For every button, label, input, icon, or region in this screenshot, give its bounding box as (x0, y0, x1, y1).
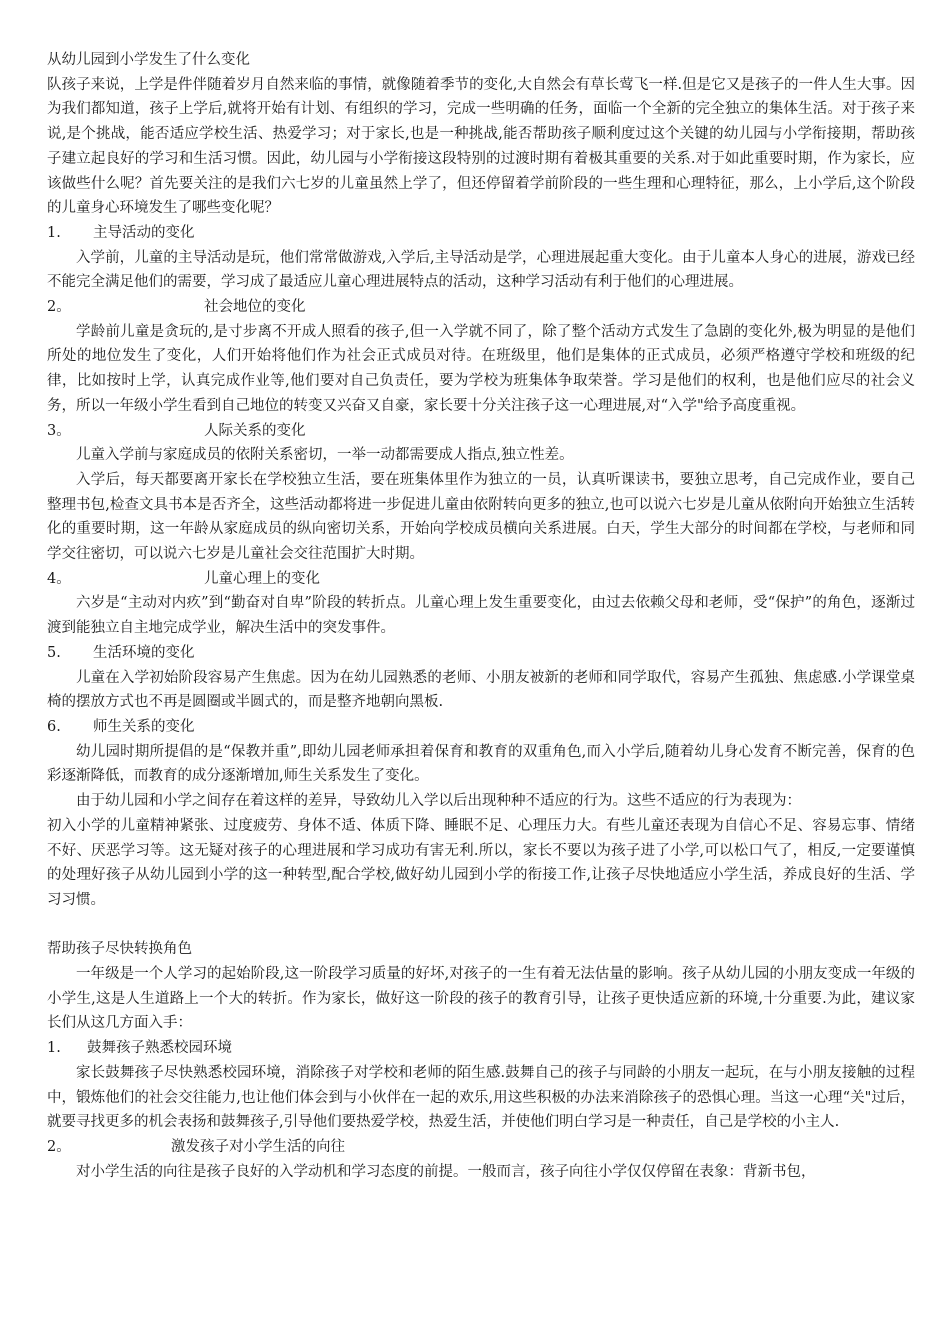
section-6-heading (47, 715, 915, 740)
section-title: 生活环境的变化 (93, 644, 195, 661)
document-title: 从幼儿园到小学发生了什么变化 (47, 52, 250, 68)
document-page (47, 48, 915, 1184)
part-2-intro: 一年级是一个人学习的起始阶段,这一阶段学习质量的好坏,对孩子的一生有着无法估量的影响。孩子从幼儿园的小朋友变成一年级的小学生,这是人生道路上一个大的转折。作为家长，做好这一阶段的孩子的教育引导，让孩子更快适应新的环境,十分重要.为此，建议家长们从这几方面入手： (47, 966, 915, 1032)
section-1-paragraph: 入学前，儿童的主导活动是玩，他们常常做游戏,入学后,主导活动是学，心理进展起重大变化。由于儿童本人身心的进展，游戏已经不能完全满足他们的需要，学习成了最适应儿童心理进展特点的活动，这种学习活动有利于他们的心理进展。 (47, 249, 915, 291)
section-number: 5. (47, 644, 61, 661)
section-title: 儿童心理上的变化 (204, 570, 320, 587)
section-number: 1. (47, 224, 61, 241)
section-number: 2。 (47, 299, 71, 316)
section-5-paragraph: 儿童在入学初始阶段容易产生焦虑。因为在幼儿园熟悉的老师、小朋友被新的老师和同学取代，容易产生孤独、焦虑感.小学课堂桌椅的摆放方式也不再是圆圈或半圆式的，而是整齐地朝向黑板. (47, 669, 915, 711)
section-number: 3。 (47, 422, 71, 439)
section-1-heading (47, 221, 915, 246)
tip-number: 1. (47, 1040, 61, 1057)
tip-title: 激发孩子对小学生活的向往 (171, 1138, 345, 1155)
section-6-paragraph-1: 幼儿园时期所提倡的是“保教并重”,即幼儿园老师承担着保育和教育的双重角色,而入小学后,随着幼儿身心发育不断完善，保育的色彩逐渐降低，而教育的成分逐渐增加,师生关系发生了变化。 (47, 743, 915, 785)
section-6-paragraph-2: 由于幼儿园和小学之间存在着这样的差异，导致幼儿入学以后出现种种不适应的行为。这些不适应的行为表现为： (76, 793, 801, 810)
section-4-paragraph: 六岁是“主动对内疚”到“勤奋对自卑”阶段的转折点。儿童心理上发生重要变化，由过去依赖父母和老师，受“保护”的角色，逐渐过渡到能独立自主地完成学业，解决生活中的突发事件。 (47, 595, 915, 637)
tip-1-paragraph: 家长鼓舞孩子尽快熟悉校园环境，消除孩子对学校和老师的陌生感.鼓舞自己的孩子与同龄的小朋友一起玩，在与小朋友接触的过程中，锻炼他们的社会交往能力,也让他们体会到与小伙伴在一起的欢乐,用这些积极的办法来消除孩子的恐惧心理。当这一心理“关"过后，就要寻找更多的机会表扬和鼓舞孩子,引导他们要热爱学校，热爱生活，并使他们明白学习是一种责任，自己是学校的小主人. (47, 1064, 915, 1131)
part-2-title: 帮助孩子尽快转换角色 (47, 941, 192, 958)
section-title: 社会地位的变化 (204, 299, 306, 316)
section-title: 主导活动的变化 (93, 224, 195, 241)
section-3-paragraph-1: 儿童入学前与家庭成员的依附关系密切，一举一动都需要成人指点,独立性差。 (76, 447, 574, 464)
section-title: 师生关系的变化 (93, 718, 195, 735)
tip-number: 2。 (47, 1138, 71, 1155)
section-6-paragraph-3: 初入小学的儿童精神紧张、过度疲劳、身体不适、体质下降、睡眠不足、心理压力大。有些儿童还表现为自信心不足、容易忘事、情绪不好、厌恶学习等。这无疑对孩子的心理进展和学习成功有害无利.所以，家长不要以为孩子进了小学,可以松口气了，相反,一定要谨慎的处理好孩子从幼儿园到小学的这一种转型,配合学校,做好幼儿园到小学的衔接工作,让孩子尽快地适应小学生活，养成良好的生活、学习习惯。 (47, 817, 915, 908)
intro-paragraph: 队孩子来说，上学是件伴随着岁月自然来临的事情，就像随着季节的变化,大自然会有草长莺飞一样.但是它又是孩子的一件人生大事。因为我们都知道，孩子上学后,就将开始有计划、有组织的学习，完成一些明确的任务，面临一个全新的完全独立的集体生活。对于孩子来说,是个挑战，能否适应学校生活、热爱学习；对于家长,也是一种挑战,能否帮助孩子顺利度过这个关键的幼儿园与小学衔接期，帮助孩子建立起良好的学习和生活习惯。因此，幼儿园与小学衔接这段特别的过渡时期有着极其重要的关系.对于如此重要时期，作为家长，应该做些什么呢？首先要关注的是我们六七岁的儿童虽然上学了，但还停留着学前阶段的一些生理和心理特征，那么，上小学后,这个阶段的儿童身心环境发生了哪些变化呢？ (47, 76, 915, 217)
section-number: 4。 (47, 570, 71, 587)
tip-1-heading (47, 1036, 915, 1061)
section-title: 人际关系的变化 (204, 422, 306, 439)
tip-2-heading (47, 1135, 915, 1160)
section-5-heading (47, 641, 915, 666)
section-4-heading (47, 567, 915, 592)
section-number: 6. (47, 718, 61, 735)
tip-2-paragraph: 对小学生活的向往是孩子良好的入学动机和学习态度的前提。一般而言，孩子向往小学仅仅停留在表象：背新书包， (76, 1163, 816, 1180)
section-2-heading (47, 295, 915, 320)
section-3-heading (47, 419, 915, 444)
tip-title: 鼓舞孩子熟悉校园环境 (87, 1040, 232, 1057)
section-3-paragraph-2: 入学后，每天都要离开家长在学校独立生活，要在班集体里作为独立的一员，认真听课读书，要独立思考，自己完成作业，要自己整理书包,检查文具书本是否齐全，这些活动都将进一步促进儿童由依附转向更多的独立,也可以说六七岁是儿童从依附向开始独立生活转化的重要时期，这一年龄从家庭成员的纵向密切关系，开始向学校成员横向关系进展。白天，学生大部分的时间都在学校，与老师和同学交往密切，可以说六七岁是儿童社会交往范围扩大时期。 (47, 471, 915, 563)
section-2-paragraph: 学龄前儿童是贪玩的,是寸步离不开成人照看的孩子,但一入学就不同了，除了整个活动方式发生了急剧的变化外,极为明显的是他们所处的地位发生了变化，人们开始将他们作为社会正式成员对待。在班级里，他们是集体的正式成员，必须严格遵守学校和班级的纪律，比如按时上学，认真完成作业等,他们要对自己负责任，要为学校为班集体争取荣誉。学习是他们的权利，也是他们应尽的社会义务，所以一年级小学生看到自己地位的转变又兴奋又自豪，家长要十分关注孩子这一心理进展,对“入学"给予高度重视。 (47, 323, 915, 414)
blank-line (47, 913, 915, 938)
